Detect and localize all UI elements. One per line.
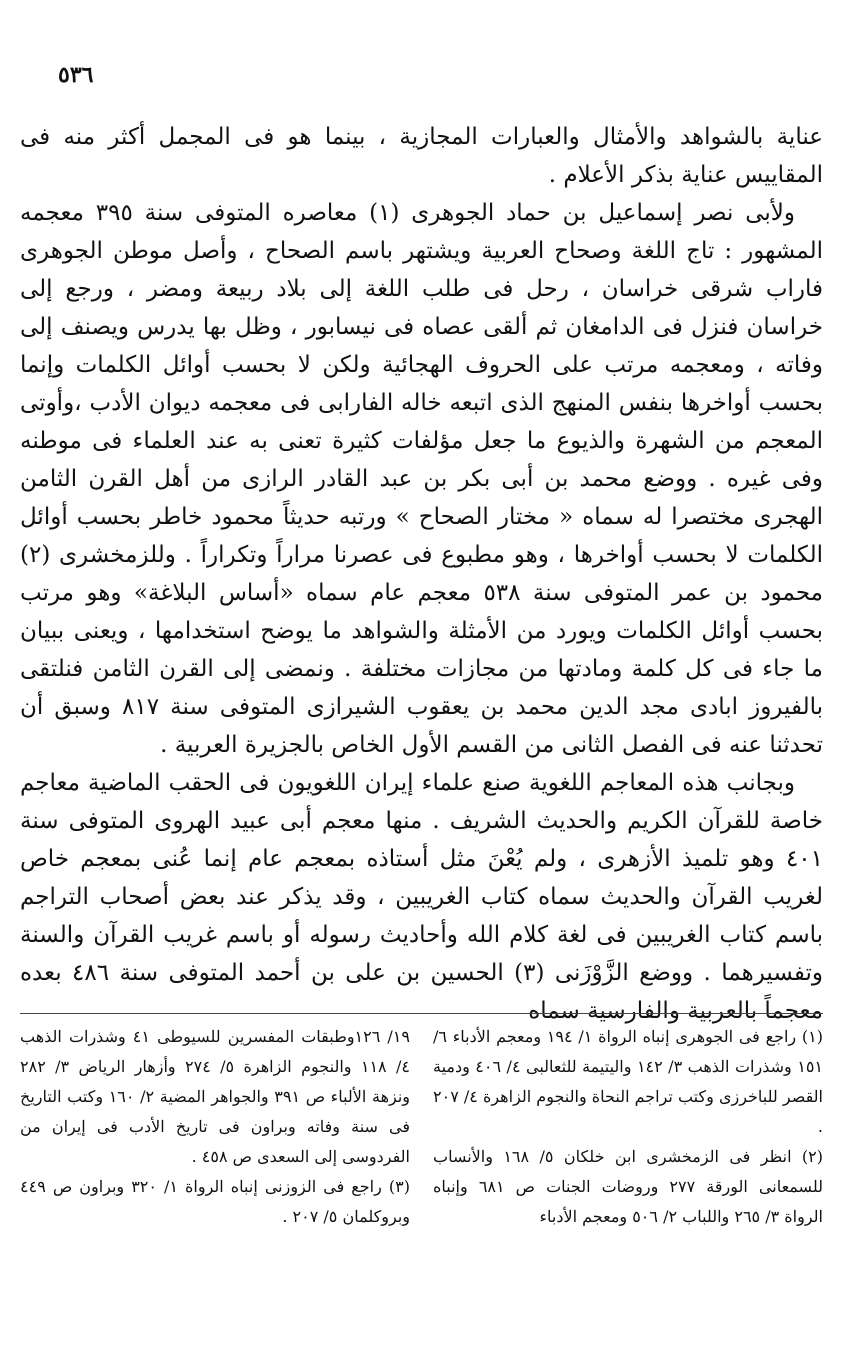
footnote-3: (٣) راجع فى الزوزنى إنباه الرواة ١/ ٣٢٠ وبراون ص ٤٤٩ وبروكلمان ٥/ ٢٠٧ . bbox=[20, 1177, 410, 1226]
paragraph-quran-dictionaries: وبجانب هذه المعاجم اللغوية صنع علماء إيران اللغويون فى الحقب الماضية معاجم خاصة للقرآن الكريم والحديث الشريف . منها معجم أبى عبيد الهروى المتوفى سنة ٤٠١ وهو تلميذ الأزهرى ، ولم يُعْنَ مثل أستاذه بمعجم عام إنما عُنى بمعجم خاص لغريب القرآن والحديث سماه كتاب الغريبين ، وقد يذكر عند بعض أصحاب التراجم باسم كتاب الغريبين فى لغة كلام الله وأحاديث رسوله أو باسم غريب القرآن والسنة وتفسيرهما . ووضع الزَّوْزَنى (٣) الحسين بن على بن أحمد المتوفى سنة ٤٨٦ بعده معجماً بالعربية والفارسية سماه bbox=[20, 770, 824, 1024]
footnotes-left-column bbox=[20, 1022, 410, 1232]
footnote-2-continued: ١٩/ ١٢٦وطبقات المفسرين للسيوطى ٤١ وشذرات الذهب ٤/ ١١٨ والنجوم الزاهرة ٥/ ٢٧٤ وأزهار الرياض ٣/ ٢٨٢ ونزهة الألباء ص ٣٩١ والجواهر المضية ٢/ ١٦٠ وكتب التاريخ فى سنة وفاته وبراون فى تاريخ الأدب فى إيران من الفردوسى إلى السعدى ص ٤٥٨ . bbox=[20, 1027, 411, 1166]
footnote-2: (٢) انظر فى الزمخشرى ابن خلكان ٥/ ١٦٨ والأنساب للسمعانى الورقة ٢٧٧ وروضات الجنات ص ٦٨١ وإنباه الرواة ٣/ ٢٦٥ واللباب ٢/ ٥٠٦ ومعجم الأدباء bbox=[433, 1147, 824, 1226]
footnotes bbox=[20, 1022, 823, 1232]
footnote-divider bbox=[20, 1013, 823, 1014]
paragraph-continued: عناية بالشواهد والأمثال والعبارات المجازية ، بينما هو فى المجمل أكثر منه فى المقاييس عناية بذكر الأعلام . bbox=[20, 124, 823, 188]
paragraph-jawhari: ولأبى نصر إسماعيل بن حماد الجوهرى (١) معاصره المتوفى سنة ٣٩٥ معجمه المشهور : تاج اللغة وصحاح العربية ويشتهر باسم الصحاح ، وأصل موطن الجوهرى فاراب شرقى خراسان ، رحل فى طلب اللغة إلى بلاد ربيعة ومضر ، ورجع إلى خراسان فنزل فى الدامغان ثم ألقى عصاه فى نيسابور ، وظل بها يدرس ويصنف إلى وفاته ، ومعجمه مرتب على الحروف الهجائية ولكن لا بحسب أوائل الكلمات وإنما بحسب أواخرها بنفس المنهج الذى اتبعه خاله الفارابى فى معجمه ديوان الأدب ،وأوتى المعجم من الشهرة والذيوع ما جعل مؤلفات كثيرة تعنى به عند العلماء فى موطنه وفى غيره . ووضع محمد بن أبى بكر بن عبد القادر الرازى من أهل القرن الثامن الهجرى مختصرا له سماه « مختار الصحاح » ورتبه حديثاً محمود خاطر بحسب أوائل الكلمات لا بحسب أواخرها ، وهو مطبوع فى عصرنا مراراً وتكراراً . وللزمخشرى (٢) محمود بن عمر المتوفى سنة ٥٣٨ معجم عام سماه «أساس البلاغة» وهو مرتب بحسب أوائل الكلمات ويورد من الأمثلة والشواهد ما يوضح استخدامها ، ويعنى ببيان ما جاء فى كل كلمة ومادتها من مجازات مختلفة . ونمضى إلى القرن الثامن فنلتقى بالفيروز ابادى مجد الدين محمد بن يعقوب الشيرازى المتوفى سنة ٨١٧ وسبق أن تحدثنا عنه فى الفصل الثانى من القسم الأول الخاص بالجزيرة العربية . bbox=[20, 200, 823, 758]
main-text bbox=[20, 118, 823, 1030]
footnotes-right-column bbox=[433, 1022, 823, 1232]
footnote-1: (١) راجع فى الجوهرى إنباه الرواة ١/ ١٩٤ ومعجم الأدباء ٦/ ١٥١ وشذرات الذهب ٣/ ١٤٢ واليتيمة للثعالبى ٤/ ٤٠٦ ودمية القصر للباخرزى وكتب تراجم النحاة والنجوم الزاهرة ٤/ ٢٠٧ . bbox=[433, 1027, 824, 1136]
page-number: ٥٣٦ bbox=[58, 62, 94, 88]
